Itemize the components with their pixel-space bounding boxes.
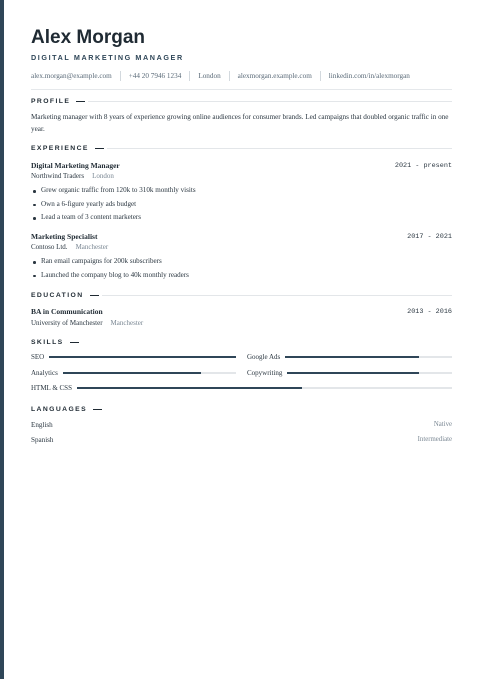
section-title-languages	[31, 406, 452, 413]
job-company-line	[31, 172, 114, 180]
section-title-text: EDUCATION	[31, 292, 84, 299]
contact-website[interactable]: alexmorgan.example.com	[237, 72, 312, 80]
list-item: Grew organic traffic from 120k to 310k monthly visits	[31, 184, 196, 198]
contact-row	[31, 71, 452, 81]
job-bullets	[31, 184, 196, 225]
skill-name: SEO	[31, 353, 45, 361]
skill-name: Copywriting	[247, 369, 283, 377]
skill-level-fill	[285, 356, 418, 358]
contact-location: London	[198, 72, 221, 80]
language-name: Spanish	[31, 436, 54, 444]
contact-phone[interactable]: +44 20 7946 1234	[128, 72, 182, 80]
section-title-text: PROFILE	[31, 98, 71, 105]
language-item	[31, 436, 452, 444]
contact-divider	[189, 71, 190, 81]
job-title: Digital Marketing Manager	[31, 161, 120, 170]
language-name: English	[31, 421, 53, 429]
education-location: Manchester	[110, 319, 144, 327]
contact-email[interactable]: alex.morgan@example.com	[31, 72, 112, 80]
section-title-education	[31, 292, 452, 299]
skill-item	[247, 369, 452, 377]
skill-level-fill	[77, 387, 302, 389]
section-title-text: SKILLS	[31, 339, 64, 346]
job-company: Contoso Ltd.	[31, 243, 68, 251]
skill-name: Analytics	[31, 369, 58, 377]
header-divider	[31, 89, 452, 90]
skill-track	[287, 372, 452, 374]
contact-divider	[229, 71, 230, 81]
skill-item	[247, 353, 452, 361]
skill-level-fill	[287, 372, 419, 374]
accent-bar	[0, 0, 4, 679]
language-item	[31, 421, 452, 429]
skill-name: HTML & CSS	[31, 384, 72, 392]
job-company: Northwind Traders	[31, 172, 85, 180]
section-title-skills	[31, 339, 452, 346]
education-school: University of Manchester	[31, 319, 103, 327]
education-dates: 2013 - 2016	[407, 308, 452, 316]
contact-divider	[120, 71, 121, 81]
section-title-experience	[31, 145, 452, 152]
candidate-role: DIGITAL MARKETING MANAGER	[31, 53, 184, 62]
skill-level-fill	[49, 356, 236, 358]
skill-name: Google Ads	[247, 353, 281, 361]
job-location: Manchester	[75, 243, 109, 251]
list-item: Own a 6-figure yearly ads budget	[31, 198, 196, 212]
job-location: London	[92, 172, 114, 180]
job-dates: 2021 - present	[394, 162, 452, 170]
profile-text: Marketing manager with 8 years of experience growing online audiences for consumer brands. Led campaigns that doubled organic traffic in one year.	[31, 113, 449, 133]
education-degree: BA in Communication	[31, 307, 103, 316]
skill-level-fill	[63, 372, 202, 374]
skill-item	[31, 369, 236, 377]
skill-item	[31, 384, 452, 392]
skill-track	[63, 372, 236, 374]
candidate-name: Alex Morgan	[31, 27, 146, 48]
education-school-line	[31, 319, 143, 327]
job-dates: 2017 - 2021	[407, 233, 452, 241]
section-title-text: EXPERIENCE	[31, 145, 89, 152]
skill-track	[77, 387, 452, 389]
section-title-text: LANGUAGES	[31, 406, 88, 413]
contact-divider	[320, 71, 321, 81]
section-title-profile	[31, 98, 452, 105]
list-item: Launched the company blog to 40k monthly readers	[31, 269, 189, 283]
job-company-line	[31, 243, 108, 251]
list-item: Ran email campaigns for 200k subscribers	[31, 255, 189, 269]
job-title: Marketing Specialist	[31, 232, 98, 241]
skill-item	[31, 353, 236, 361]
skill-track	[49, 356, 236, 358]
language-level: Intermediate	[417, 436, 452, 443]
language-level: Native	[433, 421, 452, 428]
list-item: Lead a team of 3 content marketers	[31, 211, 196, 225]
job-bullets	[31, 255, 189, 282]
contact-linkedin[interactable]: linkedin.com/in/alexmorgan	[328, 72, 410, 80]
skill-track	[285, 356, 452, 358]
